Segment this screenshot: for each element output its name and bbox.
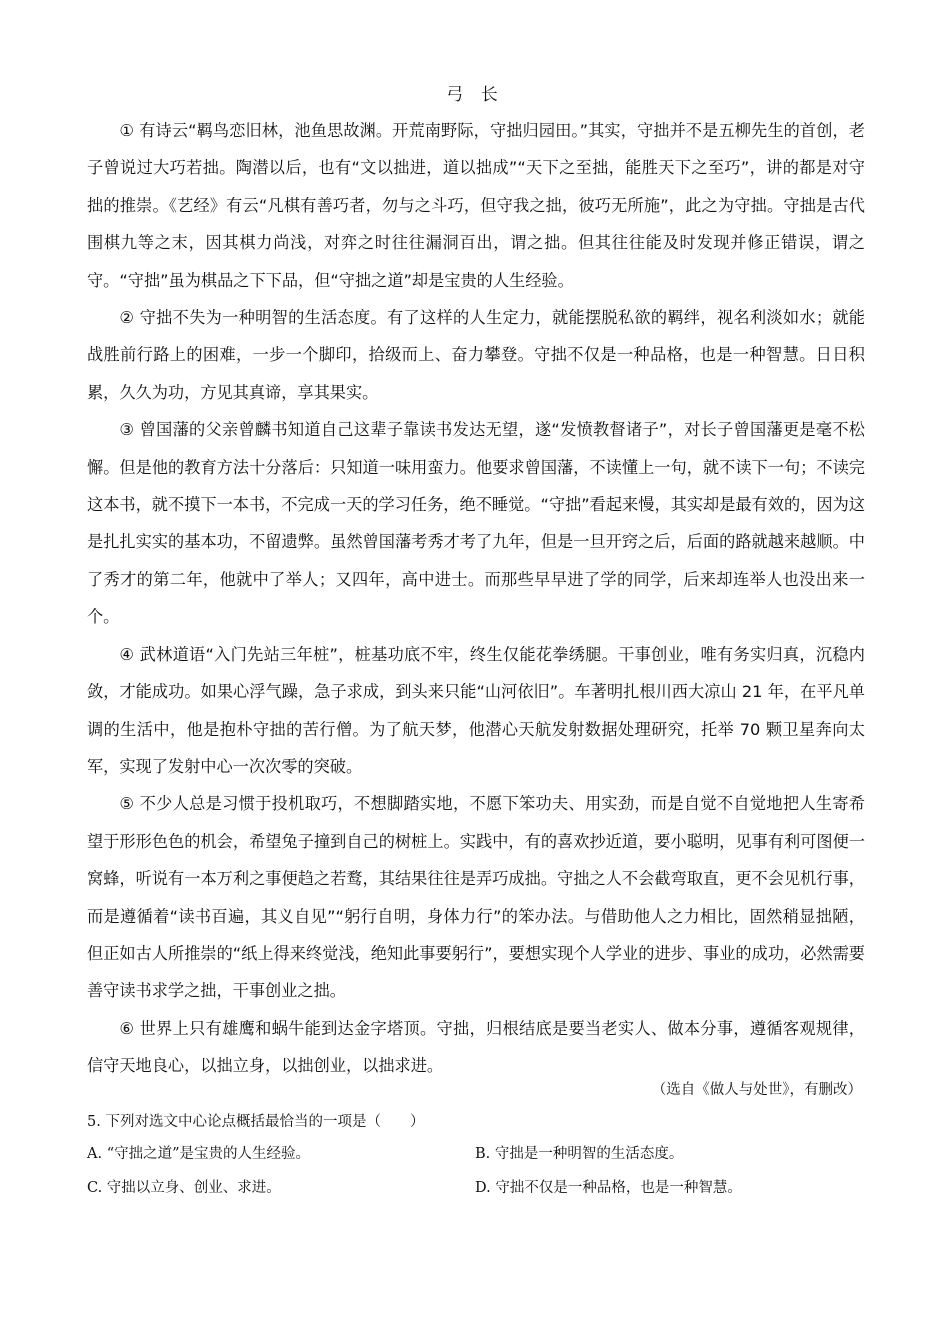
article-author: 弓 长	[446, 85, 504, 105]
option-a: A. “守拙之道”是宝贵的人生经验。	[87, 1146, 311, 1162]
paragraph-2: ② 守拙不失为一种明智的生活态度。有了这样的人生定力，就能摆脱私欲的羁绊，视名利淡如水；就能战胜前行路上的困难，一步一个脚印，拾级而上、奋力攀登。守拙不仅是一种品格，也是一种智慧。日日积累，久久为功，方见其真谛，享其果实。	[87, 308, 865, 402]
paragraph-6: ⑥ 世界上只有雄鹰和蜗牛能到达金字塔顶。守拙，归根结底是要当老实人、做本分事，遵循客观规律，信守天地良心，以拙立身，以拙创业，以拙求进。	[87, 1018, 865, 1076]
paragraph-1: ① 有诗云“羁鸟恋旧林，池鱼思故渊。开荒南野际，守拙归园田。”其实，守拙并不是五柳先生的首创，老子曾说过大巧若拙。陶潜以后，也有“文以拙进，道以拙成”“天下之至拙，能胜天下之至巧”，讲的都是对守拙的推崇。《艺经》有云“凡棋有善巧者，勿与之斗巧，但守我之拙，彼巧无所施”，此之为守拙。守拙是古代围棋九等之末，因其棋力尚浅，对弈之时往往漏洞百出，谓之拙。但其往往能及时发现并修正错误，谓之守。“守拙”虽为棋品之下下品，但“守拙之道”却是宝贵的人生经验。	[87, 121, 865, 290]
question-options	[87, 1142, 877, 1210]
paragraph-4: ④ 武林道语“入门先站三年桩”，桩基功底不牢，终生仅能花拳绣腿。干事创业，唯有务实归真，沉稳内敛，才能成功。如果心浮气躁，急子求成，到头来只能“山河依旧”。车著明扎根川西大凉山 21 年，在平凡单调的生活中，他是抱朴守拙的苦行僧。为了航天梦，他潜心天航发射数据处理研究，托举 70 颗卫星奔向太军，实现了发射中心一次次零的突破。	[87, 644, 865, 776]
option-d: D. 守拙不仅是一种品格，也是一种智慧。	[475, 1180, 742, 1196]
option-b: B. 守拙是一种明智的生活态度。	[475, 1146, 684, 1162]
question-stem: 5. 下列对选文中心论点概括最恰当的一项是（ ）	[87, 1114, 425, 1130]
source-note: （选自《做人与处世》，有删改）	[651, 1082, 862, 1098]
question-5	[87, 1110, 877, 1210]
paragraph-3: ③ 曾国藩的父亲曾麟书知道自己这辈子靠读书发达无望，遂“发愤教督诸子”，对长子曾国藩更是毫不松懈。但是他的教育方法十分落后：只知道一味用蛮力。他要求曾国藩，不读懂上一句，就不读下一句；不读完这本书，就不摸下一本书，不完成一天的学习任务，绝不睡觉。“守拙”看起来慢，其实却是最有效的，因为这是扎扎实实的基本功，不留遗弊。虽然曾国藩考秀才考了九年，但是一旦开窍之后，后面的路就越来越顺。中了秀才的第二年，他就中了举人；又四年，高中进士。而那些早早进了学的同学，后来却连举人也没出来一个。	[87, 420, 865, 627]
option-c: C. 守拙以立身、创业、求进。	[87, 1180, 281, 1196]
paragraph-5: ⑤ 不少人总是习惯于投机取巧，不想脚踏实地，不愿下笨功夫、用实劲，而是自觉不自觉地把人生寄希望于形形色色的机会，希望兔子撞到自己的树桩上。实践中，有的喜欢抄近道，要小聪明，见事有利可图便一窝蜂，听说有一本万利之事便趋之若鹜，其结果往往是弄巧成拙。守拙之人不会截弯取直，更不会见机行事，而是遵循着“读书百遍，其义自见”“躬行自明，身体力行”的笨办法。与借助他人之力相比，固然稍显拙陋，但正如古人所推崇的“纸上得来终觉浅，绝知此事要躬行”，要想实现个人学业的进步、事业的成功，必然需要善守读书求学之拙，干事创业之拙。	[87, 794, 865, 1001]
article-body	[87, 112, 865, 1085]
